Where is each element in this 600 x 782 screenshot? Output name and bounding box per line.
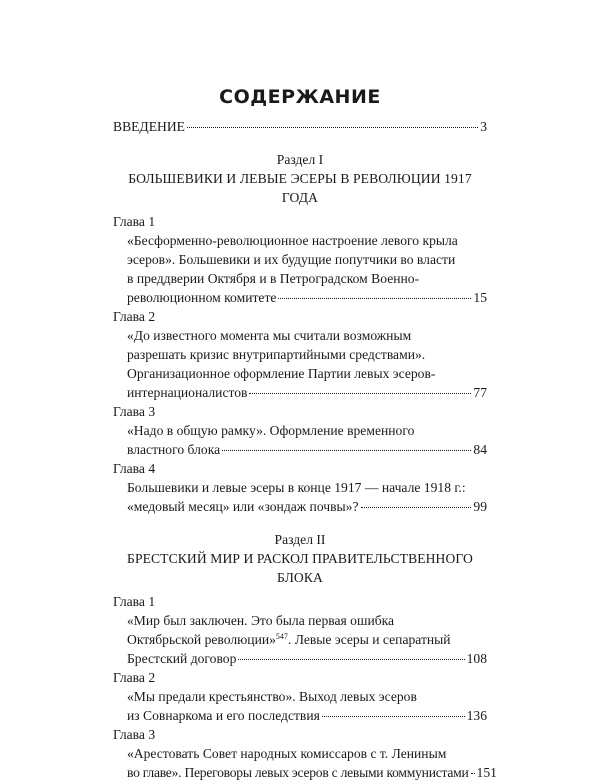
toc-entry-chapter[interactable] bbox=[113, 421, 487, 459]
toc-page-number: 77 bbox=[473, 385, 487, 400]
toc-page-number: 151 bbox=[476, 765, 497, 780]
entry-last-line bbox=[127, 440, 487, 459]
entry-line: властного блока bbox=[127, 442, 221, 457]
leader-dots bbox=[238, 659, 464, 660]
toc-entry-chapter[interactable] bbox=[113, 326, 487, 402]
entry-last-line bbox=[127, 763, 497, 782]
toc-page-number: 99 bbox=[473, 499, 487, 514]
section-number: Раздел II bbox=[274, 532, 326, 547]
section-title: БОЛЬШЕВИКИ И ЛЕВЫЕ ЭСЕРЫ В РЕВОЛЮЦИИ 1917 ГОДА bbox=[128, 171, 472, 205]
entry-line: разрешать кризис внутрипартийными средствами». bbox=[127, 347, 426, 362]
entry-line: «Надо в общую рамку». Оформление временного bbox=[127, 423, 415, 438]
section-1-header bbox=[113, 150, 487, 207]
toc-entry-chapter[interactable] bbox=[113, 231, 487, 307]
section-2-header bbox=[113, 530, 487, 587]
entry-line: эсеров». Большевики и их будущие попутчики во власти bbox=[127, 252, 456, 267]
toc-entry-chapter[interactable] bbox=[113, 478, 487, 516]
entry-line-part: Октябрьской революции» bbox=[127, 632, 276, 647]
chapter-label: Глава 2 bbox=[113, 309, 156, 324]
entry-line: «До известного момента мы считали возможным bbox=[127, 328, 412, 343]
toc-entry-chapter[interactable] bbox=[113, 611, 487, 668]
toc-page-number: 136 bbox=[466, 708, 487, 723]
entry-line: «Арестовать Совет народных комиссаров с т. Лениным bbox=[127, 746, 447, 761]
leader-dots bbox=[222, 450, 471, 451]
leader-dots bbox=[249, 393, 471, 394]
entry-line: «Мы предали крестьянство». Выход левых эсеров bbox=[127, 689, 417, 704]
entry-line: из Совнаркома и его последствия bbox=[127, 708, 320, 723]
entry-line: интернационалистов bbox=[127, 385, 248, 400]
chapter-label: Глава 2 bbox=[113, 670, 156, 685]
table-of-contents bbox=[113, 117, 497, 782]
page-title: СОДЕРЖАНИЕ bbox=[219, 86, 381, 108]
entry-line: Брестский договор bbox=[127, 651, 237, 666]
leader-dots bbox=[187, 127, 478, 128]
toc-entry-intro[interactable] bbox=[113, 117, 487, 136]
entry-last-line bbox=[127, 706, 487, 725]
leader-dots bbox=[471, 773, 475, 774]
chapter-label: Глава 3 bbox=[113, 727, 156, 742]
chapter-label: Глава 4 bbox=[113, 461, 156, 476]
toc-entry-label: ВВЕДЕНИЕ bbox=[113, 119, 185, 134]
leader-dots bbox=[361, 507, 472, 508]
entry-line: «Мир был заключен. Это была первая ошибка bbox=[127, 613, 395, 628]
toc-page-number: 3 bbox=[480, 119, 487, 134]
entry-line: «медовый месяц» или «зондаж почвы»? bbox=[127, 499, 359, 514]
entry-line bbox=[127, 630, 487, 649]
chapter-label: Глава 3 bbox=[113, 404, 156, 419]
toc-page-number: 84 bbox=[473, 442, 487, 457]
chapter-label: Глава 1 bbox=[113, 594, 156, 609]
toc-page-number: 108 bbox=[466, 651, 487, 666]
leader-dots bbox=[278, 298, 471, 299]
entry-line: Большевики и левые эсеры в конце 1917 — начале 1918 г.: bbox=[127, 480, 466, 495]
section-title: БРЕСТСКИЙ МИР И РАСКОЛ ПРАВИТЕЛЬСТВЕННОГО БЛОКА bbox=[127, 551, 473, 585]
entry-last-line bbox=[127, 383, 487, 402]
entry-last-line bbox=[127, 649, 487, 668]
entry-line-part: . Левые эсеры и сепаратный bbox=[287, 632, 451, 647]
toc-page-number: 15 bbox=[473, 290, 487, 305]
entry-last-line bbox=[127, 288, 487, 307]
leader-dots bbox=[322, 716, 465, 717]
entry-line: революционном комитете bbox=[127, 290, 277, 305]
toc-entry-chapter[interactable] bbox=[113, 687, 487, 725]
entry-line: в преддверии Октября и в Петроградском Военно- bbox=[127, 271, 420, 286]
footnote-reference[interactable]: 547 bbox=[275, 632, 288, 641]
entry-line: во главе». Переговоры левых эсеров с левыми коммунистами bbox=[127, 765, 469, 780]
entry-line: Организационное оформление Партии левых эсеров- bbox=[127, 366, 436, 381]
chapter-label: Глава 1 bbox=[113, 214, 156, 229]
entry-last-line bbox=[127, 497, 487, 516]
section-number: Раздел I bbox=[276, 152, 324, 167]
entry-line: «Бесформенно-революционное настроение левого крыла bbox=[127, 233, 458, 248]
